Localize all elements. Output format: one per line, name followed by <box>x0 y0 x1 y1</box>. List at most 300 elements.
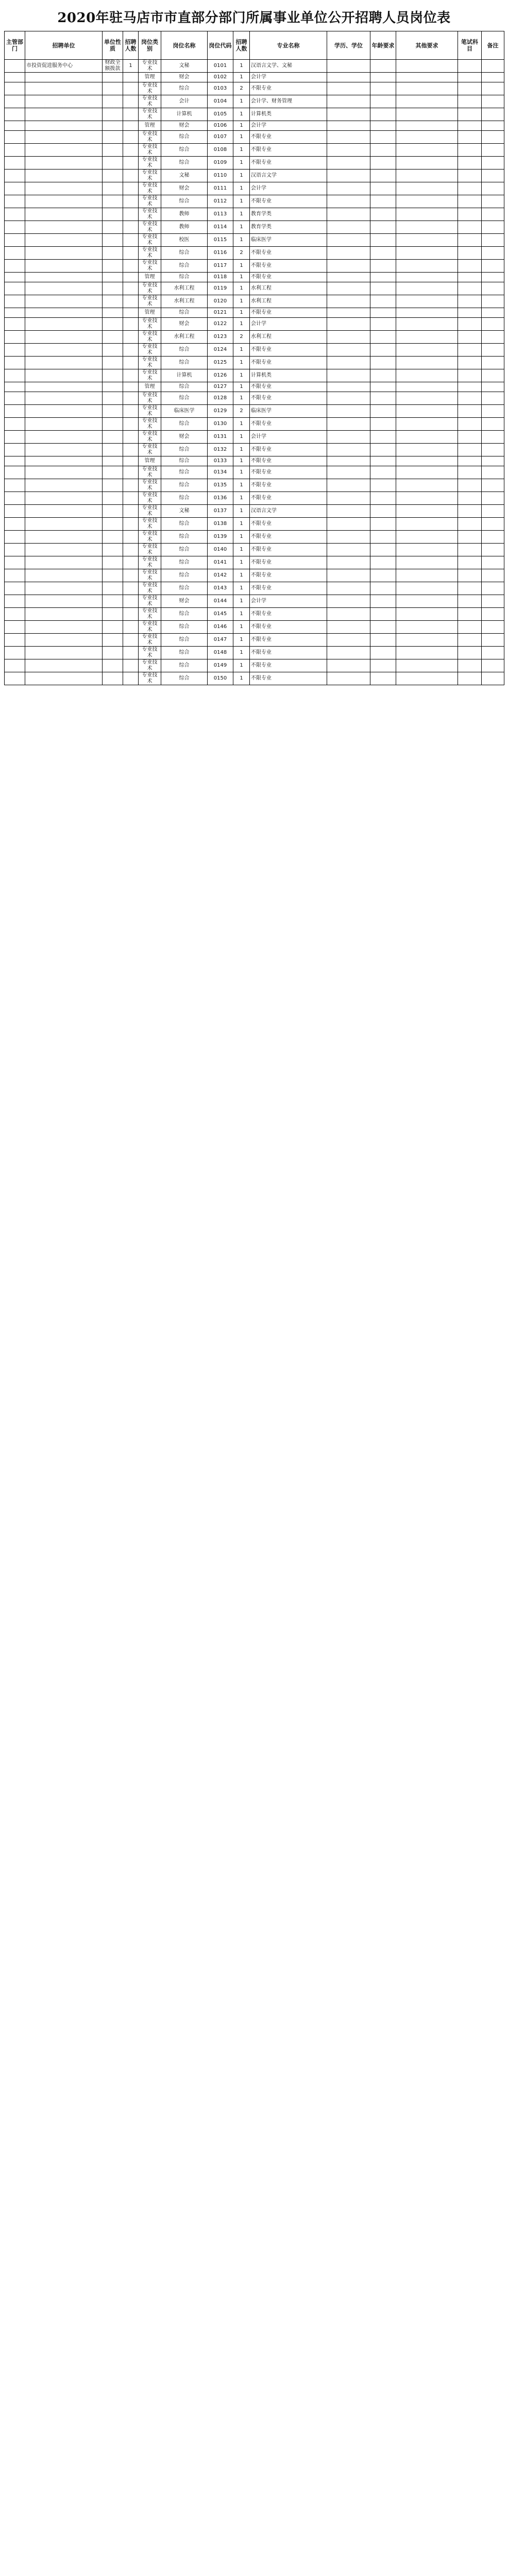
table-row <box>5 144 504 157</box>
table-cell: 专业技术 <box>139 595 161 608</box>
table-cell: 1 <box>233 505 250 518</box>
table-cell <box>123 647 139 659</box>
table-cell: 综合 <box>161 308 208 318</box>
table-cell <box>327 308 370 318</box>
table-cell <box>327 247 370 260</box>
table-cell <box>458 659 482 672</box>
table-cell <box>370 479 396 492</box>
table-cell <box>25 318 103 331</box>
table-cell: 专业技术 <box>139 131 161 144</box>
table-cell: 1 <box>233 634 250 647</box>
table-cell: 0144 <box>208 595 233 608</box>
table-row <box>5 405 504 418</box>
table-cell: 临床医学 <box>161 405 208 418</box>
table-row <box>5 659 504 672</box>
table-row <box>5 331 504 344</box>
table-cell <box>482 170 504 182</box>
table-cell: 专业技术 <box>139 647 161 659</box>
table-cell <box>123 505 139 518</box>
table-cell: 文秘 <box>161 170 208 182</box>
table-cell <box>327 170 370 182</box>
table-cell <box>25 569 103 582</box>
table-cell <box>25 531 103 544</box>
table-cell <box>396 659 458 672</box>
table-cell <box>5 582 25 595</box>
table-row <box>5 569 504 582</box>
table-cell <box>25 556 103 569</box>
table-cell <box>458 634 482 647</box>
table-cell <box>327 659 370 672</box>
table-cell: 财会 <box>161 595 208 608</box>
table-cell <box>103 121 123 131</box>
table-cell <box>458 121 482 131</box>
table-cell <box>396 182 458 195</box>
table-cell <box>482 531 504 544</box>
table-row <box>5 308 504 318</box>
table-cell: 不限专业 <box>250 544 327 556</box>
table-cell: 综合 <box>161 659 208 672</box>
table-cell: 1 <box>233 544 250 556</box>
table-cell <box>396 234 458 247</box>
table-cell <box>5 634 25 647</box>
table-cell <box>458 582 482 595</box>
table-cell <box>370 208 396 221</box>
table-cell: 不限专业 <box>250 392 327 405</box>
table-cell <box>103 392 123 405</box>
table-cell <box>103 157 123 170</box>
table-cell: 不限专业 <box>250 456 327 466</box>
table-cell <box>103 318 123 331</box>
table-cell <box>103 556 123 569</box>
table-cell <box>396 157 458 170</box>
table-cell <box>123 621 139 634</box>
table-cell <box>327 418 370 431</box>
table-cell: 1 <box>233 131 250 144</box>
table-cell <box>123 444 139 456</box>
table-row <box>5 492 504 505</box>
table-cell <box>5 479 25 492</box>
table-cell: 专业技术 <box>139 479 161 492</box>
table-cell <box>396 247 458 260</box>
table-cell <box>123 208 139 221</box>
table-cell: 不限专业 <box>250 308 327 318</box>
table-row <box>5 221 504 234</box>
table-cell: 财会 <box>161 73 208 82</box>
table-cell <box>5 531 25 544</box>
table-cell: 1 <box>233 108 250 121</box>
table-cell <box>5 295 25 308</box>
table-cell <box>370 634 396 647</box>
table-cell: 1 <box>233 556 250 569</box>
table-cell <box>25 157 103 170</box>
table-cell <box>396 273 458 282</box>
table-cell: 不限专业 <box>250 479 327 492</box>
table-cell <box>327 466 370 479</box>
table-cell <box>327 182 370 195</box>
table-cell: 计算机类 <box>250 108 327 121</box>
table-cell: 不限专业 <box>250 659 327 672</box>
table-cell: 不限专业 <box>250 608 327 621</box>
table-cell <box>103 208 123 221</box>
table-cell <box>5 208 25 221</box>
table-cell <box>370 505 396 518</box>
table-cell: 专业技术 <box>139 295 161 308</box>
table-row <box>5 531 504 544</box>
table-cell <box>25 659 103 672</box>
table-cell <box>396 672 458 685</box>
table-cell <box>458 221 482 234</box>
table-cell: 综合 <box>161 582 208 595</box>
table-cell <box>5 392 25 405</box>
table-cell <box>482 569 504 582</box>
table-cell <box>123 282 139 295</box>
table-cell <box>482 634 504 647</box>
table-cell <box>103 531 123 544</box>
table-cell: 0110 <box>208 170 233 182</box>
column-header: 岗位类别 <box>139 31 161 60</box>
table-cell <box>103 595 123 608</box>
table-cell <box>123 492 139 505</box>
table-cell <box>25 121 103 131</box>
table-cell: 不限专业 <box>250 621 327 634</box>
table-cell <box>327 456 370 466</box>
table-cell <box>103 195 123 208</box>
table-cell: 1 <box>233 95 250 108</box>
table-cell <box>25 392 103 405</box>
table-cell <box>458 556 482 569</box>
table-cell <box>370 569 396 582</box>
table-cell <box>370 518 396 531</box>
table-cell: 专业技术 <box>139 531 161 544</box>
table-cell <box>327 518 370 531</box>
table-cell: 文秘 <box>161 505 208 518</box>
table-cell: 不限专业 <box>250 82 327 95</box>
table-cell <box>370 195 396 208</box>
table-cell: 1 <box>233 595 250 608</box>
table-cell <box>5 621 25 634</box>
table-cell: 0120 <box>208 295 233 308</box>
table-cell <box>5 95 25 108</box>
table-cell: 1 <box>233 234 250 247</box>
table-cell <box>396 531 458 544</box>
table-cell: 0119 <box>208 282 233 295</box>
table-cell <box>123 318 139 331</box>
table-cell <box>458 144 482 157</box>
table-cell <box>103 456 123 466</box>
table-cell: 综合 <box>161 82 208 95</box>
table-cell <box>25 182 103 195</box>
table-cell <box>25 518 103 531</box>
table-cell <box>370 295 396 308</box>
table-cell: 0107 <box>208 131 233 144</box>
table-cell <box>370 73 396 82</box>
table-row <box>5 608 504 621</box>
table-cell <box>25 672 103 685</box>
table-cell <box>327 318 370 331</box>
table-cell: 0123 <box>208 331 233 344</box>
table-cell <box>396 608 458 621</box>
table-cell: 2 <box>233 405 250 418</box>
table-cell <box>396 60 458 73</box>
table-row <box>5 418 504 431</box>
table-cell <box>458 170 482 182</box>
table-cell: 综合 <box>161 531 208 544</box>
table-cell <box>458 569 482 582</box>
table-cell <box>25 195 103 208</box>
table-cell: 综合 <box>161 647 208 659</box>
table-cell <box>396 195 458 208</box>
table-cell <box>396 634 458 647</box>
table-cell <box>482 621 504 634</box>
table-cell: 1 <box>233 170 250 182</box>
table-cell: 专业技术 <box>139 634 161 647</box>
table-cell <box>5 382 25 392</box>
table-cell <box>25 505 103 518</box>
table-cell <box>482 518 504 531</box>
table-cell <box>25 208 103 221</box>
table-cell <box>25 331 103 344</box>
table-cell <box>123 518 139 531</box>
table-cell <box>458 466 482 479</box>
table-cell <box>396 144 458 157</box>
table-cell <box>103 431 123 444</box>
table-cell: 专业技术 <box>139 357 161 369</box>
table-cell <box>482 344 504 357</box>
table-cell: 0139 <box>208 531 233 544</box>
table-cell <box>123 182 139 195</box>
table-cell <box>123 260 139 273</box>
table-cell <box>25 82 103 95</box>
table-cell: 校医 <box>161 234 208 247</box>
column-header: 招聘人数 <box>233 31 250 60</box>
table-cell <box>327 369 370 382</box>
table-cell <box>123 456 139 466</box>
table-cell <box>482 505 504 518</box>
table-cell: 0121 <box>208 308 233 318</box>
table-cell <box>5 518 25 531</box>
table-cell <box>5 331 25 344</box>
table-cell <box>396 431 458 444</box>
table-cell: 0124 <box>208 344 233 357</box>
table-cell: 专业技术 <box>139 444 161 456</box>
table-cell <box>396 556 458 569</box>
table-cell: 专业技术 <box>139 621 161 634</box>
column-header: 学历、学位 <box>327 31 370 60</box>
table-cell: 综合 <box>161 144 208 157</box>
table-cell <box>482 144 504 157</box>
table-cell <box>327 621 370 634</box>
table-cell <box>123 157 139 170</box>
table-cell <box>123 308 139 318</box>
table-cell <box>458 595 482 608</box>
table-cell <box>482 672 504 685</box>
table-cell <box>396 308 458 318</box>
table-cell: 会计学 <box>250 182 327 195</box>
table-cell: 水利工程 <box>161 331 208 344</box>
table-cell: 综合 <box>161 466 208 479</box>
table-row <box>5 357 504 369</box>
table-cell <box>25 405 103 418</box>
table-cell <box>370 456 396 466</box>
table-cell <box>396 82 458 95</box>
table-cell: 不限专业 <box>250 647 327 659</box>
table-cell <box>327 82 370 95</box>
table-cell <box>396 456 458 466</box>
table-cell <box>25 608 103 621</box>
table-cell: 不限专业 <box>250 444 327 456</box>
table-cell <box>103 444 123 456</box>
table-cell <box>327 282 370 295</box>
table-cell <box>103 73 123 82</box>
table-cell <box>370 331 396 344</box>
table-cell <box>396 95 458 108</box>
table-row <box>5 369 504 382</box>
table-cell <box>396 344 458 357</box>
table-cell <box>396 382 458 392</box>
table-cell <box>5 431 25 444</box>
table-cell <box>327 144 370 157</box>
table-cell: 0114 <box>208 221 233 234</box>
table-cell: 1 <box>233 182 250 195</box>
table-cell <box>458 357 482 369</box>
table-cell <box>458 247 482 260</box>
table-row <box>5 582 504 595</box>
table-cell <box>327 234 370 247</box>
table-cell <box>327 95 370 108</box>
table-cell <box>103 282 123 295</box>
table-cell: 专业技术 <box>139 405 161 418</box>
table-cell <box>482 308 504 318</box>
table-cell: 专业技术 <box>139 282 161 295</box>
table-cell: 专业技术 <box>139 492 161 505</box>
table-cell: 综合 <box>161 518 208 531</box>
table-cell: 计算机类 <box>250 369 327 382</box>
table-cell <box>370 108 396 121</box>
table-cell <box>5 144 25 157</box>
table-cell: 综合 <box>161 621 208 634</box>
table-cell: 1 <box>233 456 250 466</box>
table-cell <box>103 608 123 621</box>
table-cell: 专业技术 <box>139 569 161 582</box>
table-cell <box>103 544 123 556</box>
table-cell <box>482 247 504 260</box>
table-cell <box>396 221 458 234</box>
table-cell <box>123 556 139 569</box>
table-row <box>5 518 504 531</box>
table-cell: 水利工程 <box>250 282 327 295</box>
table-cell: 不限专业 <box>250 492 327 505</box>
table-cell <box>482 382 504 392</box>
table-cell <box>123 234 139 247</box>
table-cell <box>458 531 482 544</box>
table-cell: 0105 <box>208 108 233 121</box>
column-header: 其他要求 <box>396 31 458 60</box>
table-cell: 1 <box>233 418 250 431</box>
table-cell <box>123 144 139 157</box>
table-cell <box>327 221 370 234</box>
table-cell <box>482 221 504 234</box>
column-header: 岗位代码 <box>208 31 233 60</box>
table-cell <box>396 121 458 131</box>
table-cell <box>458 182 482 195</box>
table-cell <box>327 208 370 221</box>
table-cell: 不限专业 <box>250 157 327 170</box>
table-row <box>5 647 504 659</box>
table-cell <box>396 505 458 518</box>
table-cell: 专业技术 <box>139 544 161 556</box>
table-cell: 1 <box>233 531 250 544</box>
page-title: 2020年驻马店市市直部分部门所属事业单位公开招聘人员岗位表 <box>57 10 451 26</box>
table-cell <box>5 647 25 659</box>
table-row <box>5 121 504 131</box>
table-cell <box>482 131 504 144</box>
table-cell <box>123 108 139 121</box>
table-cell: 专业技术 <box>139 672 161 685</box>
table-cell <box>123 659 139 672</box>
table-row <box>5 182 504 195</box>
table-cell <box>5 73 25 82</box>
table-cell <box>123 582 139 595</box>
table-cell: 2 <box>233 331 250 344</box>
table-cell <box>103 344 123 357</box>
table-cell <box>482 595 504 608</box>
table-cell <box>5 108 25 121</box>
table-cell: 不限专业 <box>250 466 327 479</box>
table-cell: 1 <box>233 260 250 273</box>
table-cell <box>482 95 504 108</box>
table-row <box>5 456 504 466</box>
table-cell <box>370 595 396 608</box>
table-cell <box>103 260 123 273</box>
table-cell: 财会 <box>161 318 208 331</box>
table-cell: 专业技术 <box>139 582 161 595</box>
table-cell: 水利工程 <box>161 295 208 308</box>
table-cell <box>327 195 370 208</box>
table-cell: 综合 <box>161 556 208 569</box>
table-cell <box>123 531 139 544</box>
table-cell <box>327 647 370 659</box>
table-cell <box>482 282 504 295</box>
table-cell <box>5 569 25 582</box>
table-cell <box>482 405 504 418</box>
table-cell: 1 <box>233 73 250 82</box>
table-cell <box>5 418 25 431</box>
table-cell: 1 <box>233 208 250 221</box>
table-cell <box>370 182 396 195</box>
table-cell: 0133 <box>208 456 233 466</box>
table-cell <box>396 295 458 308</box>
positions-table-container <box>4 31 504 2576</box>
table-row <box>5 479 504 492</box>
table-cell <box>370 121 396 131</box>
table-row <box>5 247 504 260</box>
table-cell: 1 <box>123 60 139 73</box>
table-cell: 计算机 <box>161 108 208 121</box>
table-cell <box>327 582 370 595</box>
table-cell: 不限专业 <box>250 634 327 647</box>
table-cell <box>458 60 482 73</box>
table-cell <box>103 131 123 144</box>
table-row <box>5 82 504 95</box>
table-cell <box>5 308 25 318</box>
table-cell <box>103 295 123 308</box>
table-cell: 综合 <box>161 195 208 208</box>
table-cell <box>458 282 482 295</box>
table-cell <box>482 121 504 131</box>
table-cell <box>370 556 396 569</box>
table-cell: 综合 <box>161 344 208 357</box>
table-cell <box>123 344 139 357</box>
